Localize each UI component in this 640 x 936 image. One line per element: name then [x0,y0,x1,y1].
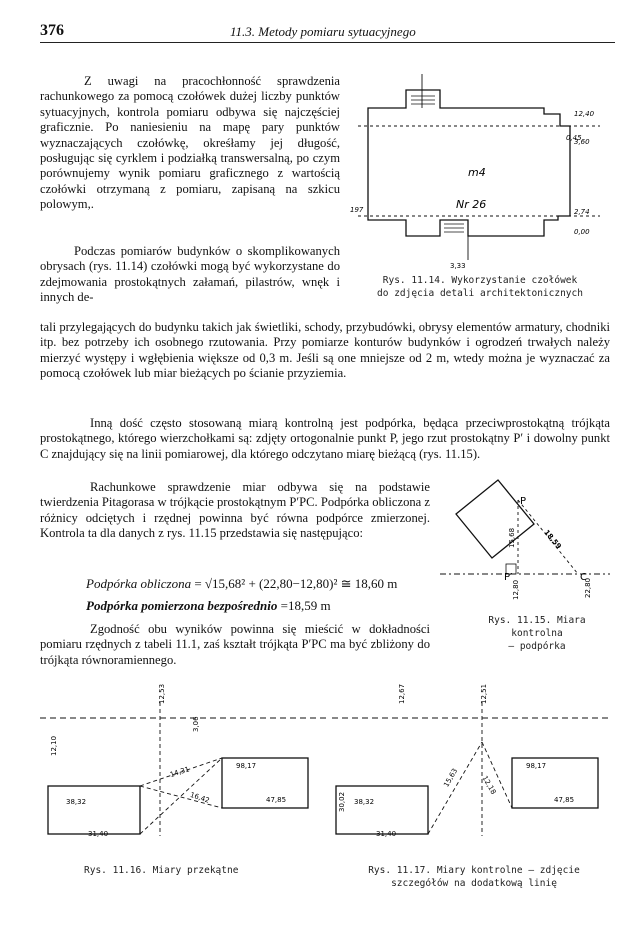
label-360: 3,60 [574,138,590,146]
caption-11-17-line2: szczegółów na dodatkową linię [391,878,557,889]
paragraph-3: Inną dość często stosowaną miarą kontrolną jest podpórka, będąca przeciwprostokątną trójkąta prostokątnego, którego wierzchołkami są: zdjęty ortogonalnie punkt P, jego rzut prostokątny P′ i dowolny punkt C znajdujący się na linii pomiarowej, dla którego odczytano miarę bieżącą (rys. 11.15). [40,416,610,461]
building-right [222,758,308,808]
caption-11-14-line2: do zdjęcia detali architektonicznych [377,288,583,299]
caption-11-15-line2: – podpórka [508,641,566,652]
figure-11-15 [440,474,612,609]
building-block [456,480,534,558]
paragraph-2-cont: tali przylegających do budynku takich jak świetliki, schody, przybudówki, obrysy elementów armatury, chodniki itp. bez potrzeby ich osobnego rzutowania. Przy pomiarze konturów budynków i ogrodzeń trwałych należy mierzyć występy i wgłębienia większe od 0,3 m. Jeśli są one mniejsze od 2 m, wtedy można je wyznaczać za pomocą czołówek lub miar bieżących po ścianie przyziemia. [40,320,610,381]
measure-1859: 18,59 [542,528,563,551]
point-P: P [520,496,527,507]
fig16-1253: 12,53 [158,683,166,704]
formula-calculated [86,576,397,592]
fig16-3140: 31,40 [88,830,109,838]
paragraph-4: Rachunkowe sprawdzenie miar odbywa się na podstawie twierdzenia Pitagorasa w trójkącie prostokątnym P′PC. Podpórka obliczona z różnicy odciętych i rzędnej powinna być równa podpórce zmierzonej. Kontrola ta dla danych z rys. 11.15 przedstawia się następująco: [40,480,430,541]
paragraph-1: Z uwagi na pracochłonność sprawdzenia rachunkowego za pomocą czołówek dużej liczby punktów sytuacyjnych, kontrola pomiaru odbywa się najczęściej graficznie. Po naniesieniu na mapę pary punktów wyznaczających czołówkę, okreśłamy jej długość, posługując się cyrklem i podziałką transwersalną, po czym porównujemy wynik pomiaru graficznego z wartością czołówki otrzymaną z pomiaru, zapisaną na szkicu polowym,. [40,74,340,212]
caption-11-15-line1: Rys. 11.15. Miara kontrolna [488,615,586,639]
formula-2-label: Podpórka pomierzona bezpośrednio [86,598,278,613]
label-197: 197 [350,206,364,214]
fig16-9817: 98,17 [236,762,257,770]
fig17-3140: 31,40 [376,830,397,838]
formula-measured [86,598,331,614]
point-P-prime: P′ [504,572,513,583]
measure-1568: 15,68 [508,527,516,548]
page-number: 376 [40,22,64,39]
caption-11-17 [336,864,612,890]
fig17-1267: 12,67 [398,683,406,704]
formula-1-label: Podpórka obliczona [86,576,192,591]
label-m4: m4 [468,166,486,179]
measure-1280: 12,80 [512,579,520,600]
caption-11-14 [350,274,610,300]
label-274: 2,74 [574,208,590,216]
building-outline [368,90,570,236]
caption-11-15 [462,614,612,653]
fig16-1431: 14,31 [168,765,191,780]
caption-11-14-line1: Rys. 11.14. Wykorzystanie czołówek [382,275,578,286]
building-left [48,786,140,834]
paragraph-5: Zgodność obu wyników powinna się mieścić w dokładności pomiaru rzędnych z tabeli 11.1, zaś kształt trójkąta P′PC ma być zbliżony do trójkąta równoramiennego. [40,622,430,667]
building-left-17 [336,786,428,834]
running-head: 11.3. Metody pomiaru sytuacyjnego [230,24,416,39]
label-333: 3,33 [450,262,466,270]
fig17-9817: 98,17 [526,762,547,770]
fig16-306: 3,06 [192,716,200,732]
caption-11-17-line1: Rys. 11.17. Miary kontrolne – zdjęcie [368,865,580,876]
label-1240: 12,40 [574,110,595,118]
fig16-1642: 16,42 [188,790,211,805]
paragraph-2-start: Podczas pomiarów budynków o skomplikowanych obrysach (rys. 11.14) czołówki mogą być wykorzystane do zdejmowania prostokątnych załamań, pilastrów, wnęk i innych de- [40,244,340,305]
caption-11-16: Rys. 11.16. Miary przekątne [84,865,239,876]
label-000: 0,00 [574,228,590,236]
point-C: C [580,572,587,583]
label-nr26: Nr 26 [456,198,487,211]
figure-11-16 [40,683,330,846]
header-rule [40,42,615,43]
fig17-3002: 30,02 [338,791,346,812]
measure-2280: 22,80 [584,577,592,598]
figure-11-14 [348,70,610,270]
fig17-1251: 12,51 [480,683,488,704]
fig17-3832: 38,32 [354,798,375,806]
fig17-4785: 47,85 [554,796,575,804]
figure-11-17 [332,683,612,846]
label-045: 0,45 [566,134,582,142]
formula-2-expr: =18,59 m [280,598,331,613]
fig17-1218: 12,18 [480,774,498,796]
fig16-3832: 38,32 [66,798,87,806]
formula-1-expr: = √15,68² + (22,80−12,80)² ≅ 18,60 m [194,576,398,591]
fig17-1563: 15,63 [442,767,460,789]
fig16-4785: 47,85 [266,796,287,804]
fig16-1210: 12,10 [50,735,58,756]
